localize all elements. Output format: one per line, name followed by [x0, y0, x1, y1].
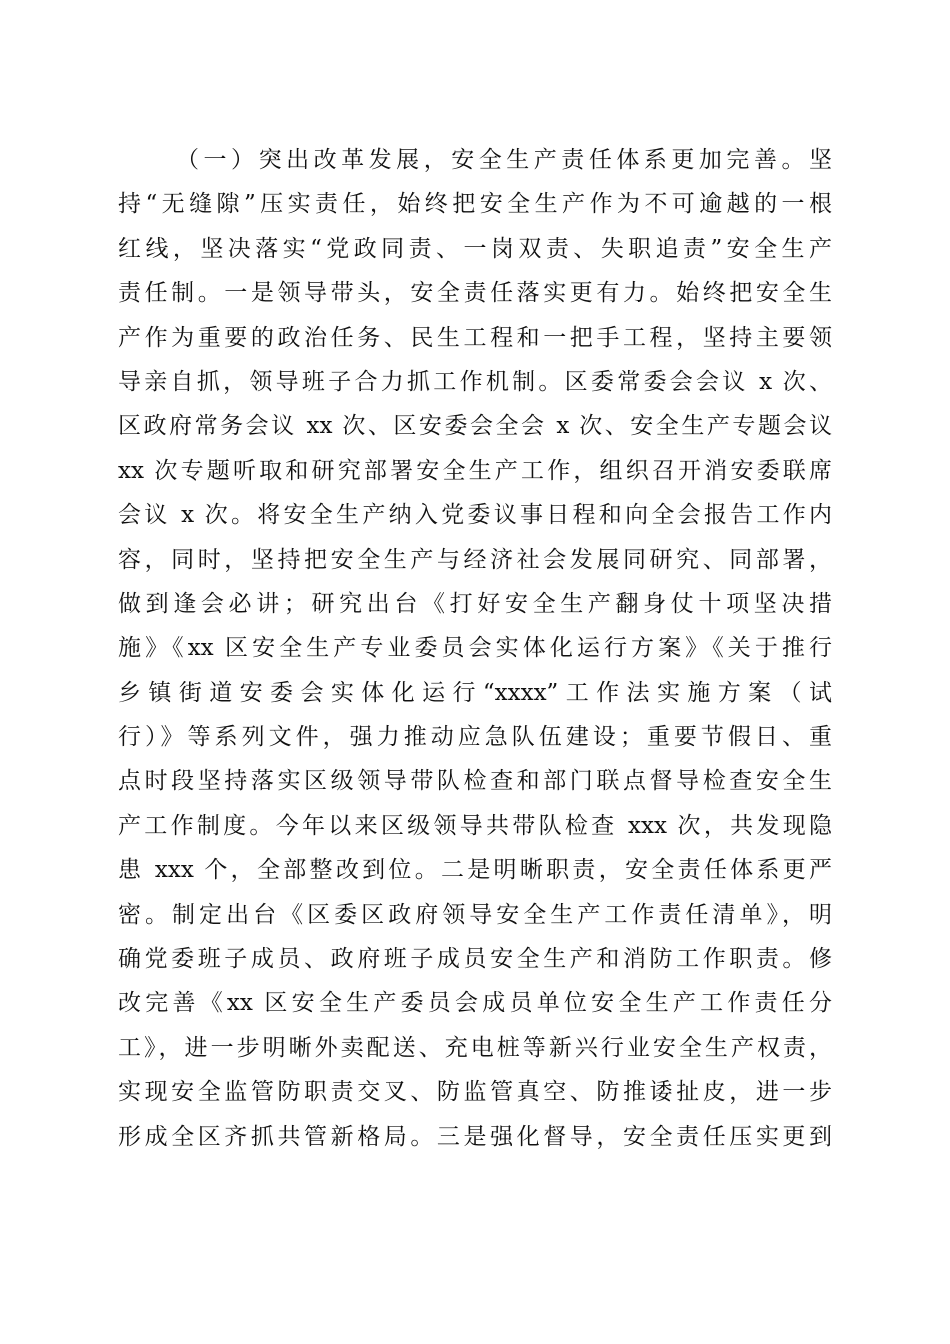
paragraph-line: 改完善《xx 区安全生产委员会成员单位安全生产工作责任分: [118, 990, 832, 1017]
paragraph-line: 乡镇街道安委会实体化运行“xxxx”工作法实施方案（试: [118, 679, 832, 706]
paragraph-line: 产作为重要的政治任务、民生工程和一把手工程，坚持主要领: [118, 324, 832, 351]
paragraph-line: 导亲自抓，领导班子合力抓工作机制。区委常委会会议 x 次、: [118, 368, 832, 395]
body-paragraph: [118, 138, 832, 1159]
paragraph-line: 患 xxx 个，全部整改到位。二是明晰职责，安全责任体系更严: [118, 857, 832, 884]
paragraph-line: 区政府常务会议 xx 次、区安委会全会 x 次、安全生产专题会议: [118, 413, 832, 440]
paragraph-line: 红线，坚决落实“党政同责、一岗双责、失职追责”安全生产: [118, 235, 832, 262]
paragraph-line: 做到逢会必讲；研究出台《打好安全生产翻身仗十项坚决措: [118, 590, 832, 617]
paragraph-line: 工》，进一步明晰外卖配送、充电桩等新兴行业安全生产权责，: [118, 1034, 832, 1061]
paragraph-line: 会议 x 次。将安全生产纳入党委议事日程和向全会报告工作内: [118, 502, 832, 529]
paragraph-line: 行）》等系列文件，强力推动应急队伍建设；重要节假日、重: [118, 724, 832, 751]
paragraph-line: 容，同时，坚持把安全生产与经济社会发展同研究、同部署，: [118, 546, 832, 573]
paragraph-line: 施》《xx 区安全生产专业委员会实体化运行方案》《关于推行: [118, 635, 832, 662]
paragraph-line: 形成全区齐抓共管新格局。三是强化督导，安全责任压实更到: [118, 1123, 832, 1150]
paragraph-line: 产工作制度。今年以来区级领导共带队检查 xxx 次，共发现隐: [118, 812, 832, 839]
paragraph-line: 确党委班子成员、政府班子成员安全生产和消防工作职责。修: [118, 946, 832, 973]
paragraph-line: 持“无缝隙”压实责任，始终把安全生产作为不可逾越的一根: [118, 191, 832, 218]
paragraph-line: 实现安全监管防职责交叉、防监管真空、防推诿扯皮，进一步: [118, 1079, 832, 1106]
paragraph-line: 密。制定出台《区委区政府领导安全生产工作责任清单》，明: [118, 901, 832, 928]
paragraph-line: xx 次专题听取和研究部署安全生产工作，组织召开消安委联席: [118, 457, 832, 484]
paragraph-line: 责任制。一是领导带头，安全责任落实更有力。始终把安全生: [118, 280, 832, 307]
paragraph-line: （一）突出改革发展，安全生产责任体系更加完善。坚: [176, 147, 832, 173]
paragraph-line: 点时段坚持落实区级领导带队检查和部门联点督导检查安全生: [118, 768, 832, 795]
